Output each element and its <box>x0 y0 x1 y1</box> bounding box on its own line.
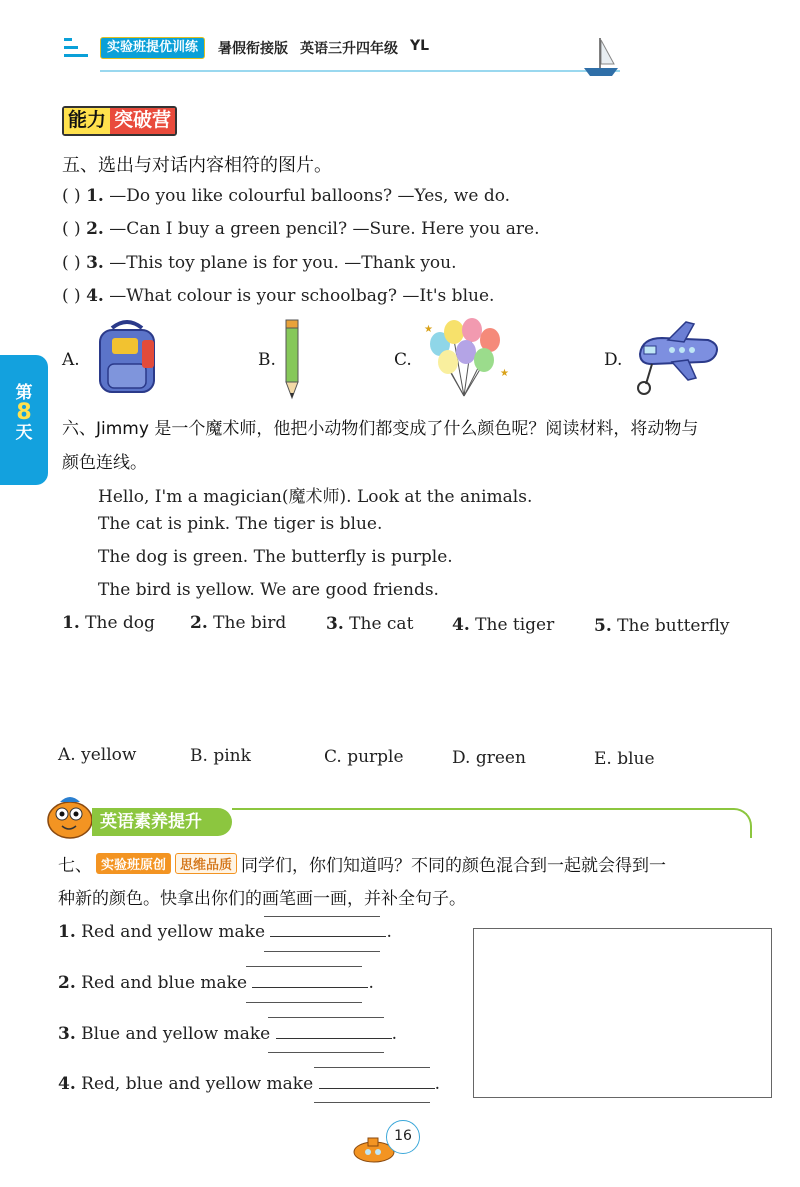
item-number: 4. <box>452 615 470 635</box>
guide-line <box>246 966 362 967</box>
item-number: 4. <box>86 286 104 306</box>
item-number: 1. <box>58 922 76 942</box>
animal-item-cat[interactable] <box>326 614 413 634</box>
header-edition: 暑假衔接版 <box>218 41 288 57</box>
badge-part1: 能力 <box>64 108 110 134</box>
option-c-label: C. <box>394 350 412 370</box>
section-banner: 英语素养提升 <box>92 808 232 836</box>
period: . <box>434 1074 440 1094</box>
item-number: 4. <box>58 1074 76 1094</box>
animal-label: The tiger <box>475 615 555 635</box>
color-option-blue[interactable] <box>594 749 655 769</box>
animal-label: The bird <box>213 613 287 633</box>
pencil-icon <box>280 318 304 400</box>
animal-label: The dog <box>85 613 155 633</box>
brand-logo-icon <box>62 34 94 62</box>
color-label: pink <box>213 746 251 766</box>
period: . <box>386 922 392 942</box>
color-letter: A. <box>58 745 76 765</box>
side-tab-number: 8 <box>16 400 32 425</box>
item-text: Red, blue and yellow make <box>81 1074 314 1094</box>
header-subject: 英语三升四年级 <box>300 41 398 57</box>
side-tab-suffix: 天 <box>15 423 33 443</box>
answer-blank[interactable] <box>270 936 386 937</box>
answer-blank[interactable] <box>252 987 368 988</box>
header-brand: 实验班提优训练 <box>100 37 205 59</box>
color-label: green <box>475 748 526 768</box>
original-tag: 实验班原创 <box>96 853 171 874</box>
item-text: Red and yellow make <box>81 922 266 942</box>
svg-text:★: ★ <box>424 324 433 335</box>
option-a-label: A. <box>62 350 80 370</box>
option-b-label: B. <box>258 350 276 370</box>
animal-label: The butterfly <box>617 616 730 636</box>
q5-item-1 <box>62 186 510 206</box>
answer-paren[interactable]: ( ) <box>62 186 81 206</box>
answer-blank[interactable] <box>276 1038 392 1039</box>
color-label: yellow <box>81 745 137 765</box>
animal-item-butterfly[interactable] <box>594 616 730 636</box>
color-letter: C. <box>324 747 342 767</box>
animal-item-tiger[interactable] <box>452 615 554 635</box>
item-text: —This toy plane is for you. —Thank you. <box>109 253 457 273</box>
item-text: —Do you like colourful balloons? —Yes, we do. <box>109 186 511 206</box>
schoolbag-icon <box>88 318 166 398</box>
sailboat-icon <box>578 34 624 80</box>
guide-line <box>264 916 380 917</box>
q7-item-3 <box>58 1024 397 1044</box>
guide-line <box>268 1052 384 1053</box>
item-number: 2. <box>58 973 76 993</box>
guide-line <box>314 1067 430 1068</box>
item-number: 2. <box>86 219 104 239</box>
item-text: Red and blue make <box>81 973 248 993</box>
item-number: 1. <box>86 186 104 206</box>
badge-part2: 突破营 <box>110 108 175 134</box>
item-number: 1. <box>62 613 80 633</box>
passage-line: The dog is green. The butterfly is purple. <box>98 547 453 567</box>
period: . <box>368 973 374 993</box>
color-letter: D. <box>452 748 471 768</box>
page-number: 16 <box>386 1120 420 1154</box>
period: . <box>391 1024 398 1044</box>
color-label: purple <box>347 747 404 767</box>
passage-line: Hello, I'm a magician(魔术师). Look at the animals. <box>98 487 533 507</box>
answer-paren[interactable]: ( ) <box>62 253 81 273</box>
color-option-yellow[interactable] <box>58 745 136 765</box>
q5-item-4 <box>62 286 494 306</box>
passage-line: The bird is yellow. We are good friends. <box>98 580 439 600</box>
color-option-purple[interactable] <box>324 747 404 767</box>
color-letter: B. <box>190 746 208 766</box>
q5-item-3 <box>62 253 457 273</box>
q7-title-line1 <box>58 851 666 876</box>
q7-item-4 <box>58 1074 440 1094</box>
q7-prefix: 七、 <box>58 856 92 876</box>
balloons-icon <box>420 318 510 400</box>
guide-line <box>268 1017 384 1018</box>
q7-item-2 <box>58 973 374 993</box>
item-text: —Can I buy a green pencil? —Sure. Here you are. <box>109 219 540 239</box>
color-option-pink[interactable] <box>190 746 251 766</box>
answer-blank[interactable] <box>319 1088 435 1089</box>
guide-line <box>314 1102 430 1103</box>
q5-title: 五、选出与对话内容相符的图片。 <box>62 155 332 176</box>
header-divider <box>100 70 620 72</box>
guide-line <box>264 951 380 952</box>
item-number: 2. <box>190 613 208 633</box>
section-badge <box>62 106 177 136</box>
toy-plane-icon <box>632 318 724 400</box>
animal-item-dog[interactable] <box>62 613 155 633</box>
animal-label: The cat <box>349 614 414 634</box>
item-text: —What colour is your schoolbag? —It's blue. <box>109 286 495 306</box>
item-text: Blue and yellow make <box>81 1024 271 1044</box>
answer-paren[interactable]: ( ) <box>62 219 81 239</box>
q6-title-line1: 六、Jimmy 是一个魔术师，他把小动物们都变成了什么颜色呢？阅读材料，将动物与 <box>62 419 699 439</box>
q6-title-line2: 颜色连线。 <box>62 453 147 473</box>
header-publisher: YL <box>410 38 430 54</box>
item-number: 3. <box>326 614 344 634</box>
svg-text:★: ★ <box>500 368 509 379</box>
drawing-box[interactable] <box>473 928 772 1098</box>
animal-item-bird[interactable] <box>190 613 286 633</box>
item-number: 5. <box>594 616 612 636</box>
q5-item-2 <box>62 219 540 239</box>
color-label: blue <box>617 749 655 769</box>
thinking-tag: 思维品质 <box>175 853 237 874</box>
passage-line: The cat is pink. The tiger is blue. <box>98 514 383 534</box>
answer-paren[interactable]: ( ) <box>62 286 81 306</box>
side-tab-prefix: 第 <box>15 383 33 403</box>
q7-title-rest: 同学们，你们知道吗？不同的颜色混合到一起就会得到一 <box>241 856 667 876</box>
item-number: 3. <box>58 1024 76 1044</box>
banner-rule <box>232 808 752 838</box>
q7-title-line2: 种新的颜色。快拿出你们的画笔画一画，并补全句子。 <box>58 889 466 909</box>
q7-item-1 <box>58 922 392 942</box>
color-letter: E. <box>594 749 612 769</box>
color-option-green[interactable] <box>452 748 526 768</box>
option-d-label: D. <box>604 350 623 370</box>
day-side-tab <box>0 355 48 485</box>
guide-line <box>246 1002 362 1003</box>
item-number: 3. <box>86 253 104 273</box>
